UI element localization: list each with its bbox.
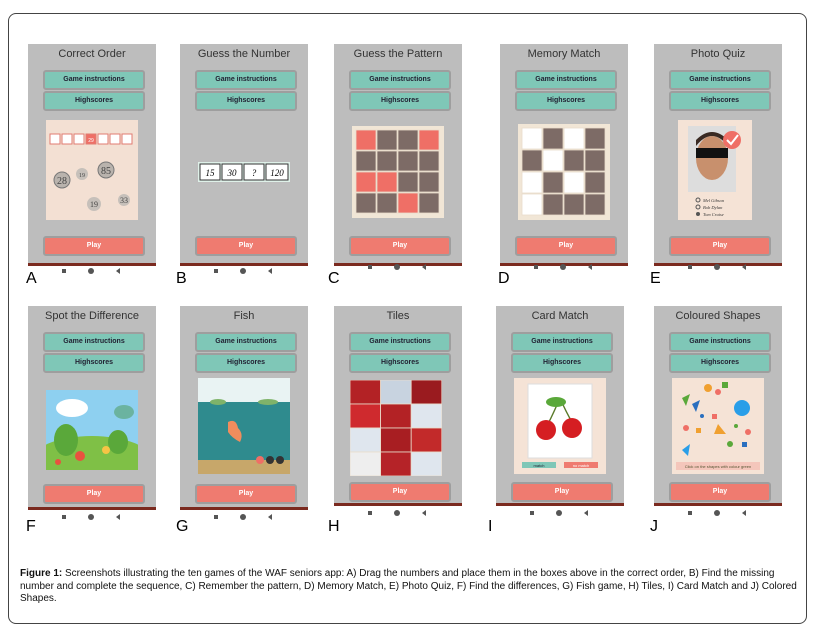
highscores-button[interactable]: Highscores bbox=[349, 353, 451, 373]
play-button[interactable]: Play bbox=[43, 236, 145, 256]
number-sequence bbox=[198, 120, 290, 220]
pattern-tile[interactable] bbox=[419, 193, 439, 213]
memory-card[interactable] bbox=[522, 150, 542, 171]
pattern-tile[interactable] bbox=[398, 151, 418, 171]
back-icon[interactable] bbox=[116, 514, 120, 520]
pattern-tile[interactable] bbox=[377, 193, 397, 213]
sequence-cell: 120 bbox=[270, 168, 284, 178]
tile[interactable] bbox=[381, 404, 412, 428]
panel-tiles bbox=[334, 306, 462, 506]
game-instructions-button[interactable]: Game instructions bbox=[669, 332, 771, 352]
panel-title: Guess the Number bbox=[197, 48, 291, 60]
android-navbar bbox=[334, 262, 462, 272]
panel-title: Coloured Shapes bbox=[675, 310, 761, 322]
memory-card[interactable] bbox=[522, 172, 542, 193]
panel-title: Spot the Difference bbox=[45, 310, 139, 322]
home-icon[interactable] bbox=[556, 510, 562, 516]
memory-card[interactable] bbox=[543, 150, 563, 171]
highscores-button[interactable]: Highscores bbox=[195, 91, 297, 111]
game-instructions-button[interactable]: Game instructions bbox=[515, 70, 617, 90]
pattern-tile[interactable] bbox=[419, 172, 439, 192]
panel-letter: C bbox=[328, 270, 340, 287]
recent-apps-icon[interactable] bbox=[530, 511, 534, 515]
bottom-bar bbox=[180, 507, 308, 510]
highscores-button[interactable]: Highscores bbox=[669, 353, 771, 373]
recent-apps-icon[interactable] bbox=[368, 265, 372, 269]
pattern-tile[interactable] bbox=[419, 130, 439, 150]
panel-letter: B bbox=[176, 270, 187, 287]
pattern-tile[interactable] bbox=[356, 172, 376, 192]
highscores-button[interactable]: Highscores bbox=[43, 91, 145, 111]
bottom-bar bbox=[334, 503, 462, 506]
tile[interactable] bbox=[381, 428, 412, 452]
android-navbar bbox=[180, 266, 308, 276]
sequence-cell: ? bbox=[251, 168, 257, 178]
panel-title: Memory Match bbox=[527, 48, 601, 60]
memory-card[interactable] bbox=[522, 194, 542, 215]
play-button[interactable]: Play bbox=[515, 236, 617, 256]
play-button[interactable]: Play bbox=[669, 236, 771, 256]
memory-card[interactable] bbox=[543, 172, 563, 193]
memory-card[interactable] bbox=[564, 150, 584, 171]
pattern-tile[interactable] bbox=[356, 193, 376, 213]
android-navbar bbox=[334, 508, 462, 518]
figure-caption bbox=[20, 568, 800, 606]
tile[interactable] bbox=[350, 380, 381, 404]
pattern-tile[interactable] bbox=[356, 151, 376, 171]
home-icon[interactable] bbox=[394, 510, 400, 516]
recent-apps-icon[interactable] bbox=[62, 269, 66, 273]
pattern-tile[interactable] bbox=[377, 172, 397, 192]
panel-title: Card Match bbox=[531, 310, 589, 322]
panel-photo-quiz bbox=[654, 44, 782, 266]
panel-letter: H bbox=[328, 518, 340, 535]
fish-scene bbox=[198, 378, 290, 474]
recent-apps-icon[interactable] bbox=[62, 515, 66, 519]
play-button[interactable]: Play bbox=[669, 482, 771, 502]
quiz-option: Bob Dylan bbox=[703, 205, 723, 210]
android-navbar bbox=[654, 262, 782, 272]
recent-apps-icon[interactable] bbox=[534, 265, 538, 269]
panel-title: Guess the Pattern bbox=[353, 48, 443, 60]
back-icon[interactable] bbox=[742, 510, 746, 516]
game-instructions-button[interactable]: Game instructions bbox=[43, 332, 145, 352]
bubble: 28 bbox=[57, 176, 67, 187]
caption-label: Figure 1: bbox=[20, 568, 63, 579]
bubble: 19 bbox=[79, 173, 85, 179]
recent-apps-icon[interactable] bbox=[368, 511, 372, 515]
shapes-hint: Click on the shapes with colour green bbox=[684, 464, 752, 469]
play-button[interactable]: Play bbox=[43, 484, 145, 504]
back-icon[interactable] bbox=[422, 264, 426, 270]
panel-spot-the-difference bbox=[28, 306, 156, 510]
tiles-grid bbox=[350, 380, 442, 476]
recent-apps-icon[interactable] bbox=[688, 265, 692, 269]
android-navbar bbox=[654, 508, 782, 518]
caption-text: Screenshots illustrating the ten games of the WAF seniors app: A) Drag the numbers and place them in the boxes above in the correct order, B) Find the missing number and complete the sequence, C) Remember the pattern, D) Memory Match, E) Photo Quiz, F) Find the differences, G) Fish game, H) Tiles, I) Card Match and J) Colored Shapes. bbox=[20, 568, 797, 604]
play-button[interactable]: Play bbox=[195, 484, 297, 504]
tile[interactable] bbox=[411, 380, 442, 404]
panel-letter: I bbox=[488, 518, 493, 535]
panel-correct-order bbox=[28, 44, 156, 266]
panel-card-match bbox=[496, 306, 624, 506]
back-icon[interactable] bbox=[422, 510, 426, 516]
match-label: match bbox=[533, 463, 545, 468]
bottom-bar bbox=[654, 503, 782, 506]
android-navbar bbox=[180, 512, 308, 522]
highscores-button[interactable]: Highscores bbox=[43, 353, 145, 373]
pattern-grid bbox=[352, 120, 444, 220]
pattern-tile[interactable] bbox=[398, 130, 418, 150]
panel-letter: J bbox=[650, 518, 658, 535]
panel-fish bbox=[180, 306, 308, 510]
tile[interactable] bbox=[411, 452, 442, 476]
game-instructions-button[interactable]: Game instructions bbox=[349, 332, 451, 352]
home-icon[interactable] bbox=[394, 264, 400, 270]
pattern-tile[interactable] bbox=[398, 193, 418, 213]
android-navbar bbox=[28, 266, 156, 276]
memory-card[interactable] bbox=[564, 194, 584, 215]
bubble: 19 bbox=[90, 200, 98, 209]
game-instructions-button[interactable]: Game instructions bbox=[195, 70, 297, 90]
panel-guess-the-pattern bbox=[334, 44, 462, 266]
panel-guess-the-number bbox=[180, 44, 308, 266]
memory-card[interactable] bbox=[564, 128, 584, 149]
panel-letter: F bbox=[26, 518, 36, 535]
tile[interactable] bbox=[350, 428, 381, 452]
tile[interactable] bbox=[411, 428, 442, 452]
recent-apps-icon[interactable] bbox=[214, 515, 218, 519]
panel-letter: E bbox=[650, 270, 661, 287]
home-icon[interactable] bbox=[560, 264, 566, 270]
memory-card[interactable] bbox=[522, 128, 542, 149]
memory-grid bbox=[518, 120, 610, 220]
panel-memory-match bbox=[500, 44, 628, 266]
quiz-option: Tom Cruise bbox=[703, 212, 724, 217]
tile[interactable] bbox=[381, 380, 412, 404]
panel-title: Correct Order bbox=[58, 48, 126, 60]
back-icon[interactable] bbox=[584, 510, 588, 516]
play-button[interactable]: Play bbox=[195, 236, 297, 256]
memory-card[interactable] bbox=[585, 194, 605, 215]
sequence-cell: 15 bbox=[205, 168, 215, 178]
tile[interactable] bbox=[350, 452, 381, 476]
memory-card[interactable] bbox=[585, 172, 605, 193]
back-icon[interactable] bbox=[588, 264, 592, 270]
home-icon[interactable] bbox=[88, 514, 94, 520]
memory-card[interactable] bbox=[543, 194, 563, 215]
highscores-button[interactable]: Highscores bbox=[669, 91, 771, 111]
home-icon[interactable] bbox=[714, 510, 720, 516]
play-button[interactable]: Play bbox=[511, 482, 613, 502]
memory-card[interactable] bbox=[564, 172, 584, 193]
game-instructions-button[interactable]: Game instructions bbox=[43, 70, 145, 90]
selected-number: 29 bbox=[88, 138, 94, 144]
panel-title: Photo Quiz bbox=[690, 48, 746, 60]
memory-card[interactable] bbox=[585, 128, 605, 149]
play-button[interactable]: Play bbox=[349, 482, 451, 502]
android-navbar bbox=[496, 508, 624, 518]
play-button[interactable]: Play bbox=[349, 236, 451, 256]
recent-apps-icon[interactable] bbox=[688, 511, 692, 515]
pattern-tile[interactable] bbox=[356, 130, 376, 150]
bottom-bar bbox=[496, 503, 624, 506]
no-match-label: no match bbox=[572, 463, 590, 468]
back-icon[interactable] bbox=[268, 268, 272, 274]
correct-order-board bbox=[46, 120, 138, 220]
memory-card[interactable] bbox=[585, 150, 605, 171]
panel-letter: D bbox=[498, 270, 510, 287]
game-instructions-button[interactable]: Game instructions bbox=[669, 70, 771, 90]
back-icon[interactable] bbox=[742, 264, 746, 270]
highscores-button[interactable]: Highscores bbox=[515, 91, 617, 111]
panel-letter: G bbox=[176, 518, 189, 535]
memory-card[interactable] bbox=[543, 128, 563, 149]
highscores-button[interactable]: Highscores bbox=[511, 353, 613, 373]
home-icon[interactable] bbox=[240, 514, 246, 520]
panel-title: Tiles bbox=[386, 310, 410, 322]
bottom-bar bbox=[28, 507, 156, 510]
back-icon[interactable] bbox=[268, 514, 272, 520]
pattern-tile[interactable] bbox=[398, 172, 418, 192]
tile[interactable] bbox=[381, 452, 412, 476]
tile[interactable] bbox=[350, 404, 381, 428]
home-icon[interactable] bbox=[240, 268, 246, 274]
panel-letter: A bbox=[26, 270, 37, 287]
tile[interactable] bbox=[411, 404, 442, 428]
sequence-cell: 30 bbox=[227, 168, 237, 178]
bubble: 33 bbox=[120, 196, 128, 205]
spot-difference-scene bbox=[46, 390, 138, 470]
android-navbar bbox=[500, 262, 628, 272]
highscores-button[interactable]: Highscores bbox=[195, 353, 297, 373]
panel-coloured-shapes bbox=[654, 306, 782, 506]
panel-title: Fish bbox=[233, 310, 255, 322]
card-match-board bbox=[514, 378, 606, 474]
recent-apps-icon[interactable] bbox=[214, 269, 218, 273]
game-instructions-button[interactable]: Game instructions bbox=[511, 332, 613, 352]
photo-quiz-card bbox=[672, 120, 764, 220]
bubble: 85 bbox=[101, 166, 111, 177]
home-icon[interactable] bbox=[714, 264, 720, 270]
highscores-button[interactable]: Highscores bbox=[349, 91, 451, 111]
android-navbar bbox=[28, 512, 156, 522]
quiz-option: Mel Gibson bbox=[703, 198, 725, 203]
pattern-tile[interactable] bbox=[377, 130, 397, 150]
pattern-tile[interactable] bbox=[377, 151, 397, 171]
pattern-tile[interactable] bbox=[419, 151, 439, 171]
game-instructions-button[interactable]: Game instructions bbox=[349, 70, 451, 90]
game-instructions-button[interactable]: Game instructions bbox=[195, 332, 297, 352]
coloured-shapes-board bbox=[672, 378, 764, 474]
home-icon[interactable] bbox=[88, 268, 94, 274]
back-icon[interactable] bbox=[116, 268, 120, 274]
